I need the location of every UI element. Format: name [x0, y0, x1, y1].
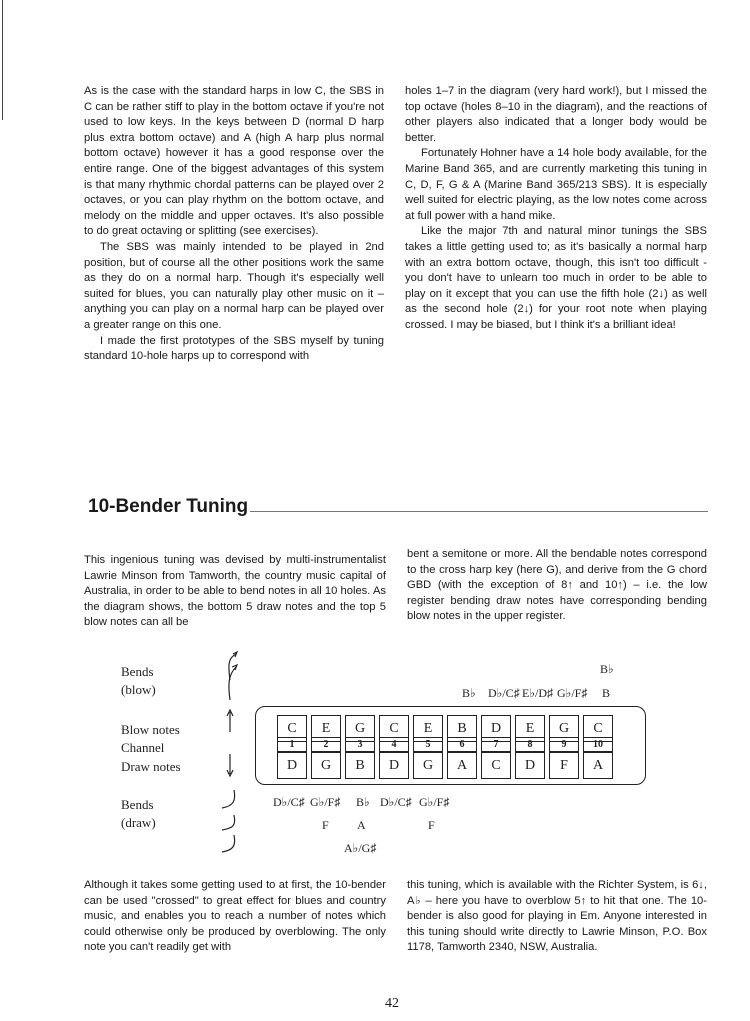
channel-label: Channel: [121, 740, 165, 755]
draw-note-cell: A: [583, 752, 613, 779]
blow-note-cell: E: [311, 715, 341, 742]
bends-blow-label: Bends (blow): [121, 664, 156, 697]
paragraph: This ingenious tuning was devised by multi-instrumentalist Lawrie Minson from Tamworth, the country music capital of Australia, in order to be able to bend notes in all 10 holes. As the diagram shows, the bottom 5 draw notes and the top 5 blow notes can all be: [84, 554, 386, 629]
section-heading: 10-Bender Tuning: [88, 496, 249, 517]
blow-note-cell: C: [583, 715, 613, 742]
channel-cell: 6: [447, 737, 477, 752]
draw-note-cell: G: [413, 752, 443, 779]
channel-cell: 2: [311, 737, 341, 752]
channel-cell: 4: [379, 737, 409, 752]
blow-bend: B♭: [462, 686, 476, 700]
paragraph: The SBS was mainly intended to be played in 2nd position, but of course all the other positions work the same as they do on a normal harp. Though it's especially well suited for blues, you can naturally play other music on it – anything you can play on a normal harp can be played over a greater range on this one.: [84, 240, 384, 331]
blow-note-cell: C: [379, 715, 409, 742]
channel-cell: 10: [583, 737, 613, 752]
draw-bend: D♭/C♯: [273, 795, 305, 809]
channel-cell: 1: [277, 737, 307, 752]
paragraph: bent a semitone or more. All the bendable notes correspond to the cross harp key (here G), and derive from the G chord GBD (with the exception of 8↑ and 10↑) – i.e. the low register bending draw notes have corresponding bending blow notes in the upper register.: [407, 548, 707, 623]
channel-cell: 5: [413, 737, 443, 752]
blow-notes-label: Blow notes: [121, 722, 180, 737]
paragraph: As is the case with the standard harps in low C, the SBS in C can be rather stiff to play in the bottom octave if you're not used to low keys. In the keys between D (normal D harp plus extra bottom octave) and A (high A harp plus normal bottom octave) however it has a good response over the entire range. One of the biggest advantages of this system is that many rhythmic chordal patterns can be played over 2 octaves, or you can play rhythm on the bottom octave, and melody on the middle and upper octaves. It's also possible to do great octaving or splitting (see exercises).: [84, 85, 384, 238]
draw-note-cell: A: [447, 752, 477, 779]
channel-cell: 8: [515, 737, 545, 752]
draw-note-cell: D: [515, 752, 545, 779]
bends-draw-label: Bends (draw): [121, 797, 156, 830]
paragraph: Although it takes some getting used to at first, the 10-bender can be used "crossed" to great effect for blues and country music, and enables you to reach a number of notes which could otherwise only be produced by overblowing. The only note you can't readily get with: [84, 879, 386, 954]
draw-bend: A: [357, 818, 366, 832]
paragraph: Like the major 7th and natural minor tunings the SBS takes a little getting used to; as it's basically a normal harp with an extra bottom octave, though, this isn't too difficult - you don't have to unlearn too much in order to be able to play on it except that you can use the fifth hole (2↓) as well as the second hole (2↓) for your root note when playing crossed. I may be biased, but I think it's a brilliant idea!: [405, 225, 707, 331]
draw-note-cell: C: [481, 752, 511, 779]
blow-note-cell: C: [277, 715, 307, 742]
channel-cell: 3: [345, 737, 375, 752]
draw-note-cell: F: [549, 752, 579, 779]
text-column-top-left: [84, 84, 384, 365]
blow-bend-top: B♭: [600, 662, 614, 676]
channel-cell: 7: [481, 737, 511, 752]
channel-cell: 9: [549, 737, 579, 752]
draw-bend: B♭: [356, 795, 370, 809]
draw-bend: D♭/C♯: [380, 795, 412, 809]
page-number: 42: [385, 996, 399, 1011]
draw-note-cell: D: [379, 752, 409, 779]
text-column-top-right: [405, 84, 707, 334]
draw-note-cell: D: [277, 752, 307, 779]
paragraph: Fortunately Hohner have a 14 hole body available, for the Marine Band 365, and are currently marketing this tuning in C, D, F, G & A (Marine Band 365/213 SBS). It is especially well suited for electric playing, as the low notes come across at full power with a hand mike.: [405, 147, 707, 222]
blow-note-cell: E: [413, 715, 443, 742]
paragraph: this tuning, which is available with the Richter System, is 6↓, A♭ – here you have to overblow 5↑ to hit that one. The 10-bender is also good for playing in Em. Anyone interested in this tuning should write directly to Lawrie Minson, P.O. Box 1178, Tamworth 2340, NSW, Australia.: [407, 879, 707, 954]
draw-bend: A♭/G♯: [344, 841, 377, 855]
text-column-mid-left: [84, 553, 386, 631]
page-edge-line: [2, 0, 3, 120]
blow-bend: E♭/D♯: [522, 686, 553, 700]
text-column-foot-right: [407, 878, 707, 956]
draw-note-cell: G: [311, 752, 341, 779]
draw-bend: F: [428, 818, 435, 832]
draw-bend: G♭/F♯: [419, 795, 450, 809]
draw-bend: F: [322, 818, 329, 832]
blow-note-cell: G: [549, 715, 579, 742]
draw-notes-label: Draw notes: [121, 759, 181, 774]
blow-note-cell: G: [345, 715, 375, 742]
text-column-mid-right: [407, 547, 707, 625]
blow-bend: B: [602, 686, 611, 700]
blow-bend: G♭/F♯: [557, 686, 588, 700]
blow-note-cell: D: [481, 715, 511, 742]
blow-note-cell: B: [447, 715, 477, 742]
paragraph: holes 1–7 in the diagram (very hard work!), but I missed the top octave (holes 8–10 in the diagram), and the reactions of other players also indicated that a longer body would be better.: [405, 85, 707, 144]
draw-bend: G♭/F♯: [310, 795, 341, 809]
text-column-foot-left: [84, 878, 386, 956]
heading-rule: [245, 511, 708, 512]
arrows-icon: [220, 650, 250, 860]
blow-note-cell: E: [515, 715, 545, 742]
paragraph: I made the first prototypes of the SBS myself by tuning standard 10-hole harps up to correspond with: [84, 334, 384, 363]
draw-note-cell: B: [345, 752, 375, 779]
blow-bend: D♭/C♯: [488, 686, 520, 700]
